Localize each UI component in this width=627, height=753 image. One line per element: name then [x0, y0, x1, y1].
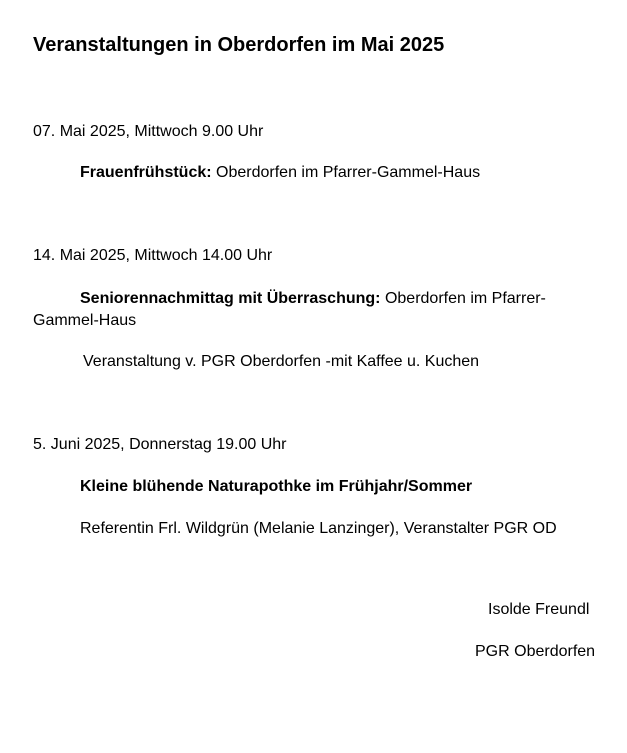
event-2-location: Oberdorfen im Pfarrer-Gammel-Haus: [33, 290, 546, 329]
event-2-name: Seniorennachmittag mit Überraschung:: [80, 290, 381, 307]
signature-name: Isolde Freundl: [488, 601, 590, 618]
event-1-name: Frauenfrühstück:: [80, 164, 212, 181]
event-2-description: [33, 288, 578, 332]
event-2-note: Veranstaltung v. PGR Oberdorfen -mit Kaffee u. Kuchen: [83, 353, 480, 370]
event-3-date: 5. Juni 2025, Donnerstag 19.00 Uhr: [33, 436, 287, 453]
page-title: Veranstaltungen in Oberdorfen im Mai 2025: [33, 34, 445, 56]
event-3-note: Referentin Frl. Wildgrün (Melanie Lanzinger), Veranstalter PGR OD: [80, 520, 557, 537]
signature-org: PGR Oberdorfen: [475, 643, 596, 660]
event-3-name: Kleine blühende Naturapothke im Frühjahr/Sommer: [80, 478, 473, 495]
event-1-date: 07. Mai 2025, Mittwoch 9.00 Uhr: [33, 123, 264, 140]
event-1-description: [80, 162, 480, 184]
event-1-location: Oberdorfen im Pfarrer-Gammel-Haus: [211, 164, 481, 181]
event-2-date: 14. Mai 2025, Mittwoch 14.00 Uhr: [33, 247, 273, 264]
